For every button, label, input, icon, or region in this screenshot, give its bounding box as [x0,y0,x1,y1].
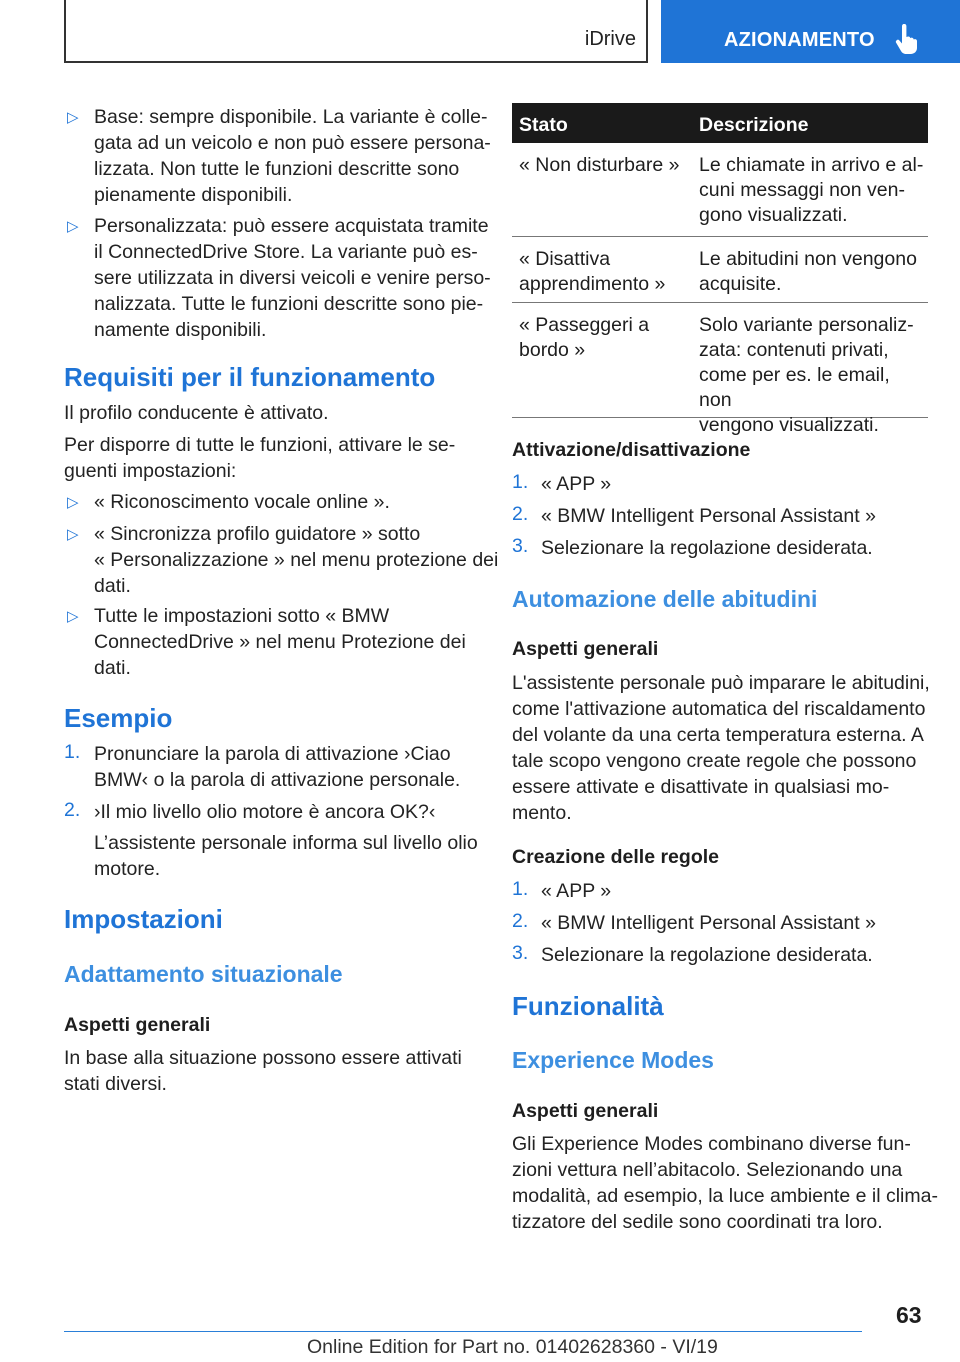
paragraph [512,1131,938,1235]
bullet-text-line: nalizzata. Tutte le funzioni descritte sono pie- [94,293,484,315]
bullet-text-line: Base: sempre disponibile. La variante è colle- [94,106,488,128]
step-text-line: « BMW Intelligent Personal Assistant » [541,505,876,527]
bullet-text [94,603,466,681]
step-number: 1. [512,878,529,900]
step-text-line: Pronunciare la parola di attivazione ›Ciao [94,743,451,765]
status-table [512,103,928,436]
bullet-text-line: ConnectedDrive » nel menu Protezione dei [94,631,466,653]
step-text [541,503,876,529]
table-row [512,143,928,237]
subheading-aspetti: Aspetti generali [512,638,659,660]
step-text-line: « BMW Intelligent Personal Assistant » [541,912,876,934]
heading-funzionalita: Funzionalità [512,991,664,1021]
step-number: 2. [64,799,81,821]
step-text-line: BMW‹ o la parola di attivazione personale. [94,769,461,791]
paragraph-line: modalità, ad esempio, la luce ambiente e il clima- [512,1185,938,1207]
step-text [541,910,876,936]
step-number: 1. [512,471,529,493]
heading-impostazioni: Impostazioni [64,904,223,934]
heading-esempio: Esempio [64,703,173,733]
bullet-text-line: dati. [94,575,131,597]
subheading-aspetti: Aspetti generali [64,1014,211,1036]
paragraph-line: del volante da una certa temperatura esterna. A [512,724,924,746]
paragraph-line: guenti impostazioni: [64,460,237,482]
step-text-line: Selezionare la regolazione desiderata. [541,944,873,966]
bullet-text-line: « Sincronizza profilo guidatore » sotto [94,523,421,545]
bullet-text [94,489,390,515]
footer-edition: Online Edition for Part no. 01402628360 - VI/19 [307,1336,718,1358]
step-text-line: « APP » [541,473,612,495]
step-result-line: L’assistente personale informa sul livello olio [94,832,478,854]
heading-requisiti: Requisiti per il funzionamento [64,362,436,392]
table-body [512,143,928,436]
paragraph [64,400,329,426]
page-number: 63 [896,1302,922,1328]
footer-divider [64,1331,862,1332]
header-chapter-tab [661,0,960,63]
bullet-text-line: il ConnectedDrive Store. La variante può es- [94,241,478,263]
paragraph-line: tale scopo vengono create regole che possono [512,750,917,772]
step-text [541,878,611,904]
paragraph-line: L'assistente personale può imparare le abitudini, [512,672,930,694]
table-header [512,103,928,143]
step-number: 3. [512,535,529,557]
step-text [541,942,873,968]
paragraph-line: essere attivate e disattivate in qualsiasi mo- [512,776,890,798]
heading-automazione: Automazione delle abitudini [512,586,818,612]
step-text-line: Selezionare la regolazione desiderata. [541,537,873,559]
cell-stato: « Disattiva apprendimento » [519,248,666,295]
paragraph-line: In base alla situazione possono essere attivati [64,1047,462,1069]
bullet-marker: ▷ [67,494,79,511]
header-section-label: iDrive [584,28,636,50]
cell-stato: « Passeggeri a bordo » [519,314,650,361]
heading-attivazione: Attivazione/disattivazione [512,439,751,461]
paragraph-line: Gli Experience Modes combinano diverse fun- [512,1133,911,1155]
step-number: 3. [512,942,529,964]
bullet-marker: ▷ [67,608,79,625]
bullet-text-line: « Riconoscimento vocale online ». [94,491,390,513]
step-text [541,535,873,561]
step-text [541,471,611,497]
cell-descrizione: Le chiamate in arrivo e al- cuni messaggi non ven- gono visualizzati. [699,154,924,226]
subheading-aspetti: Aspetti generali [512,1100,659,1122]
hand-pointer-icon [895,24,919,56]
step-result-line: motore. [94,858,161,880]
bullet-text-line: lizzata. Non tutte le funzioni descritte sono [94,158,460,180]
step-number: 2. [512,503,529,525]
bullet-marker: ▷ [67,526,79,543]
paragraph-line: mento. [512,802,572,824]
bullet-text [94,521,498,599]
paragraph-line: zioni vettura nell’abitacolo. Selezionando una [512,1159,903,1181]
paragraph-line: tizzatore del sedile sono coordinati tra loro. [512,1211,883,1233]
paragraph-line: Per disporre di tutte le funzioni, attivare le se- [64,434,456,456]
bullet-text-line: « Personalizzazione » nel menu protezione dei [94,549,499,571]
cell-stato: « Non disturbare » [519,154,680,176]
bullet-text [94,213,491,343]
paragraph-line: stati diversi. [64,1073,167,1095]
heading-adattamento: Adattamento situazionale [64,961,343,987]
table-row [512,237,928,303]
cell-descrizione: Le abitudini non vengono acquisite. [699,248,917,295]
bullet-text-line: Tutte le impostazioni sotto « BMW [94,605,390,627]
step-text-line: ›Il mio livello olio motore è ancora OK?‹ [94,801,436,823]
step-text [94,741,460,793]
heading-creazione: Creazione delle regole [512,846,719,868]
paragraph [64,1045,462,1097]
bullet-text [94,104,491,208]
step-result [94,830,478,882]
step-text-line: « APP » [541,880,612,902]
header-chapter-label: AZIONAMENTO [724,29,875,51]
bullet-marker: ▷ [67,109,79,126]
cell-descrizione: Solo variante personaliz- zata: contenuti privati, come per es. le email, non vengono visualizzati. [699,314,914,436]
bullet-marker: ▷ [67,218,79,235]
bullet-text-line: pienamente disponibili. [94,184,293,206]
table-header-stato: Stato [519,114,568,136]
step-number: 2. [512,910,529,932]
bullet-text-line: dati. [94,657,131,679]
paragraph-line: come l'attivazione automatica del riscaldamento [512,698,926,720]
paragraph [64,432,455,484]
bullet-text-line: sere utilizzata in diversi veicoli e venire perso- [94,267,491,289]
bullet-text-line: namente disponibili. [94,319,267,341]
heading-experience: Experience Modes [512,1047,714,1073]
step-number: 1. [64,741,81,763]
paragraph-line: Il profilo conducente è attivato. [64,402,329,424]
bullet-text-line: Personalizzata: può essere acquistata tramite [94,215,489,237]
paragraph [512,670,930,826]
step-text [94,799,435,825]
bullet-text-line: gata ad un veicolo e non può essere persona- [94,132,491,154]
table-header-descrizione: Descrizione [699,114,809,136]
table-row [512,303,928,436]
